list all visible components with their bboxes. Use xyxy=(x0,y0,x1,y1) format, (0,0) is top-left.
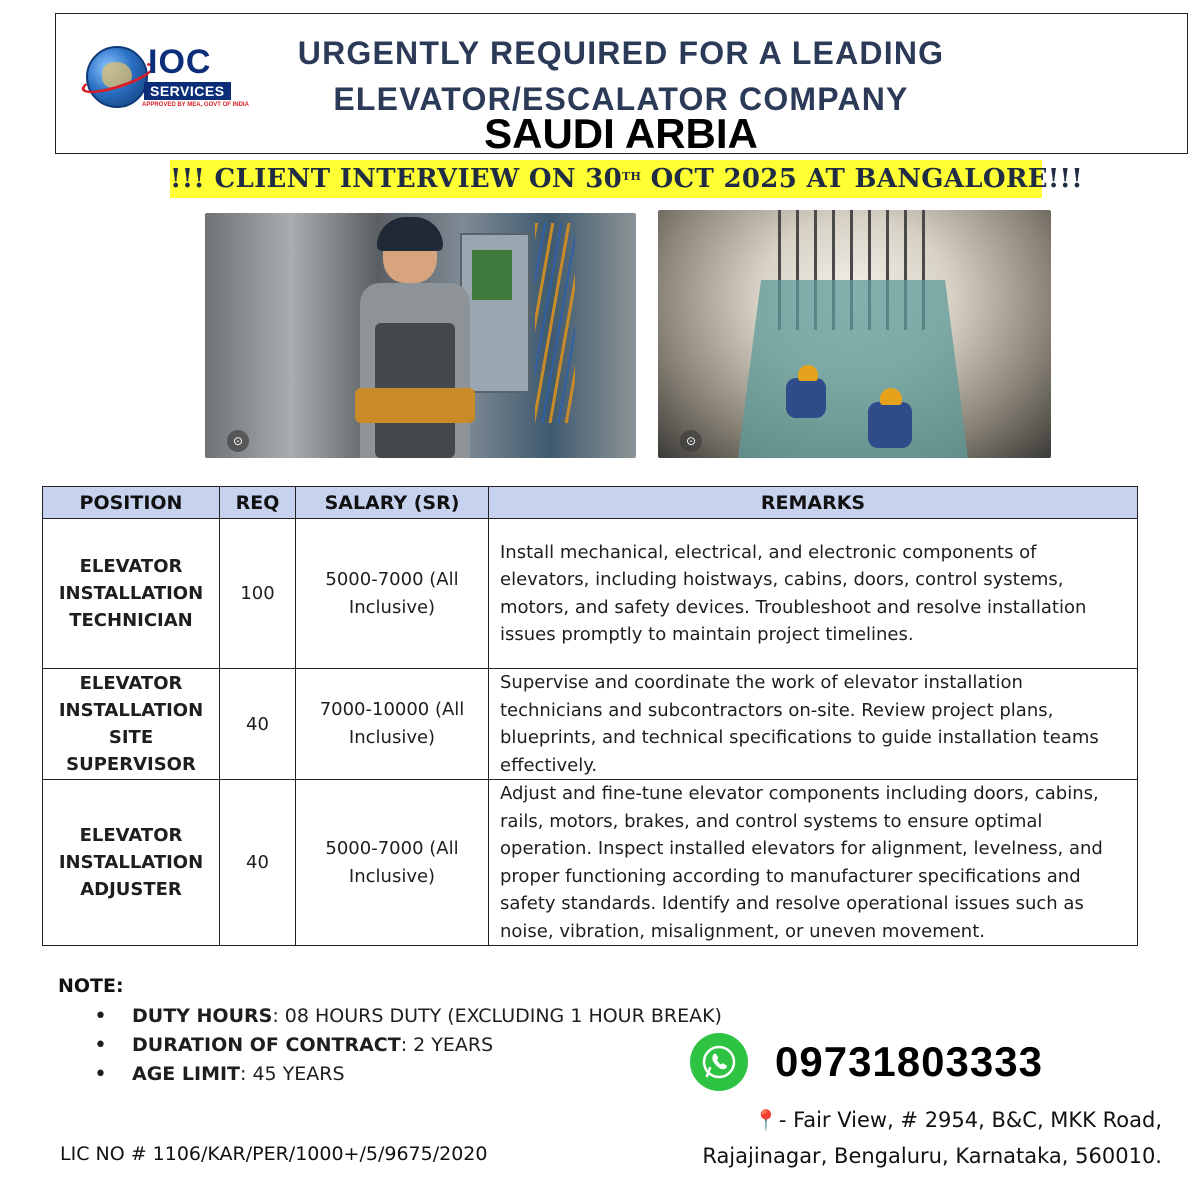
column-header-salary: SALARY (SR) xyxy=(296,487,489,519)
hardhat-one-graphic xyxy=(798,365,818,381)
wires-graphic xyxy=(535,223,575,423)
note-label: DUTY HOURS xyxy=(132,1005,273,1027)
salary-cell: 7000-10000 (All Inclusive) xyxy=(296,669,489,780)
note-value: : 45 YEARS xyxy=(240,1063,345,1085)
phone-number[interactable]: 09731803333 xyxy=(775,1038,1043,1085)
table-header-row xyxy=(43,487,1138,519)
whatsapp-phone-icon[interactable] xyxy=(690,1033,748,1091)
hardhat-two-graphic xyxy=(880,388,902,405)
elevator-shaft-photo xyxy=(658,210,1051,458)
address-line-1 xyxy=(702,1102,1162,1138)
positions-table xyxy=(42,486,1138,946)
tool-belt-graphic xyxy=(355,388,475,423)
helmet-graphic xyxy=(377,217,443,251)
remarks-cell: Install mechanical, electrical, and electronic components of elevators, including hoistways, cabins, doors, control systems, motors, and safety devices. Troubleshoot and resolve installation issues promptly to maintain project timelines. xyxy=(489,519,1138,669)
technician-photo xyxy=(205,213,636,458)
column-header-remarks: REMARKS xyxy=(489,487,1138,519)
shaft-frame-graphic xyxy=(738,280,968,458)
worker-one-graphic xyxy=(786,378,826,418)
remarks-cell: Adjust and fine-tune elevator components including doors, cabins, rails, motors, brakes, and control systems to ensure optimal operation. Inspect installed elevators for alignment, levelness, and proper functioning according to manufacturer specifications and safety standards. Identify and resolve operational issues such as noise, vibration, misalignment, or uneven movement. xyxy=(489,780,1138,946)
position-cell: ELEVATOR INSTALLATION ADJUSTER xyxy=(43,780,220,946)
note-label: DURATION OF CONTRACT xyxy=(132,1034,401,1056)
req-cell: 100 xyxy=(220,519,296,669)
list-item xyxy=(92,1060,722,1089)
header-box xyxy=(55,13,1188,157)
address-block xyxy=(702,1102,1162,1174)
note-value: : 08 HOURS DUTY (EXCLUDING 1 HOUR BREAK) xyxy=(272,1005,722,1027)
logo-subtitle: SERVICES xyxy=(144,82,231,100)
column-header-req: REQ xyxy=(220,487,296,519)
list-item xyxy=(92,1002,722,1031)
note-value: : 2 YEARS xyxy=(400,1034,494,1056)
headline-line-1: URGENTLY REQUIRED FOR A LEADING xyxy=(297,35,945,71)
interview-banner xyxy=(170,160,1083,198)
banner-suffix: OCT 2025 AT BANGALORE!!! xyxy=(641,164,1083,194)
address-line-1-text: - Fair View, # 2954, B&C, MKK Road, xyxy=(778,1108,1162,1132)
logo-brand: IOC xyxy=(148,43,212,81)
list-item xyxy=(92,1031,722,1060)
logo-tagline: APPROVED BY MEA, GOVT OF INDIA xyxy=(142,102,249,108)
notes-list xyxy=(92,1002,722,1089)
note-label: AGE LIMIT xyxy=(132,1063,241,1085)
note-title: NOTE: xyxy=(58,975,124,997)
req-cell: 40 xyxy=(220,669,296,780)
visual-search-icon[interactable]: ⊙ xyxy=(680,430,702,452)
worker-two-graphic xyxy=(868,402,912,448)
visual-search-icon[interactable]: ⊙ xyxy=(227,430,249,452)
remarks-cell: Supervise and coordinate the work of elevator installation technicians and subcontractors on-site. Review project plans, blueprints, and technical specifications to guide installation teams effectively. xyxy=(489,669,1138,780)
address-line-2: Rajajinagar, Bengaluru, Karnataka, 560010. xyxy=(702,1144,1162,1168)
position-cell: ELEVATOR INSTALLATION TECHNICIAN xyxy=(43,519,220,669)
position-cell: ELEVATOR INSTALLATION SITE SUPERVISOR xyxy=(43,669,220,780)
banner-superscript: TH xyxy=(622,170,642,183)
salary-cell: 5000-7000 (All Inclusive) xyxy=(296,519,489,669)
req-cell: 40 xyxy=(220,780,296,946)
location-pin-icon: 📍 xyxy=(753,1108,779,1132)
licence-number: LIC NO # 1106/KAR/PER/1000+/5/9675/2020 xyxy=(60,1143,488,1165)
country-title: SAUDI ARBIA xyxy=(484,110,758,157)
table-row xyxy=(43,669,1138,780)
headline-line-2: ELEVATOR/ESCALATOR COMPANY xyxy=(333,81,909,117)
column-header-position: POSITION xyxy=(43,487,220,519)
phone-handset-icon xyxy=(699,1042,739,1082)
table-row xyxy=(43,780,1138,946)
banner-prefix: !!! CLIENT INTERVIEW ON 30 xyxy=(170,164,623,194)
control-panel-graphic xyxy=(460,233,530,393)
salary-cell: 5000-7000 (All Inclusive) xyxy=(296,780,489,946)
table-row xyxy=(43,519,1138,669)
